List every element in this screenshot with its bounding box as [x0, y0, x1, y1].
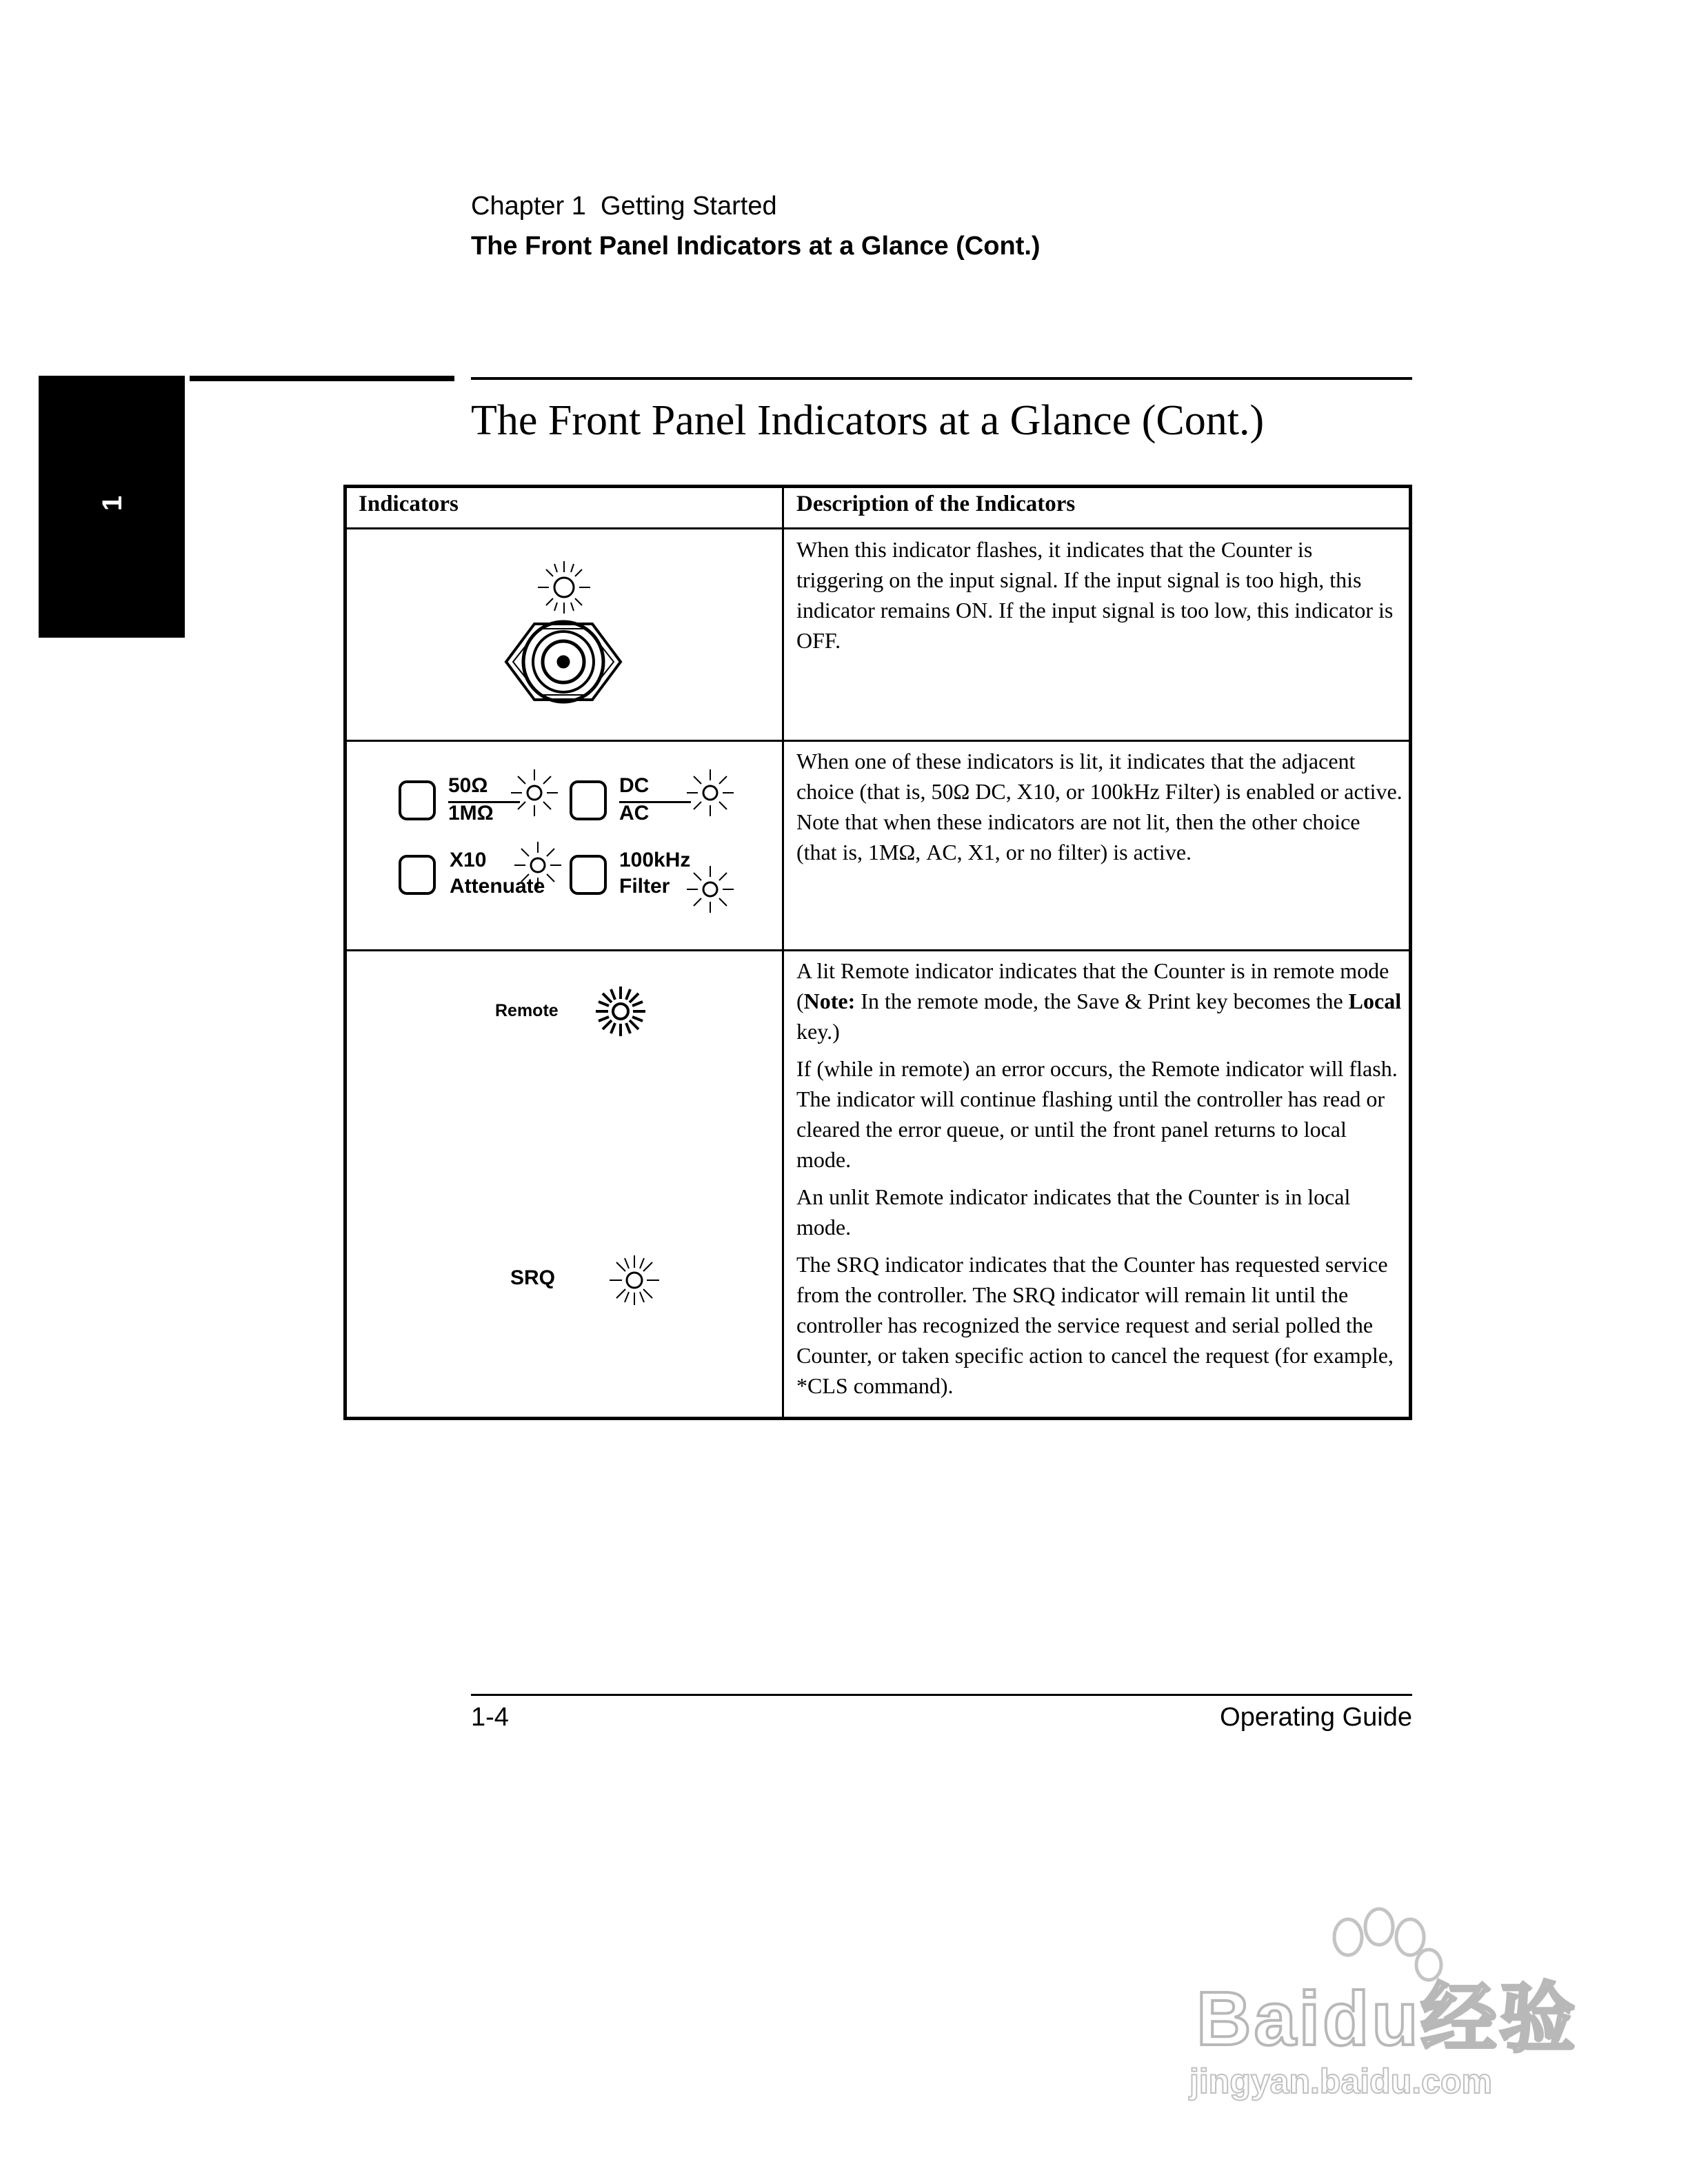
watermark-url: jingyan.baidu.com [1189, 2062, 1492, 2101]
header-description: Description of the Indicators [796, 492, 1076, 516]
attenuate-button [399, 855, 436, 895]
footer-page-number: 1-4 [471, 1703, 509, 1732]
remote-error-paragraph: If (while in remote) an error occurs, the Remote indicator will flash. The indicator will continue flashing until the controller has read or cleared the error queue, or until the front panel returns to local mode. [796, 1056, 1398, 1172]
watermark-brand: Baidu经验 [1196, 1976, 1578, 2061]
attenuate-label-bottom: Attenuate [450, 875, 545, 898]
table-header-divider [345, 527, 1411, 529]
srq-paragraph: The SRQ indicator indicates that the Counter has requested service from the controller. The SRQ indicator will remain lit until the controller has recognized the service request and serial polled the Counter, or taken specific action to cancel the request (for example, *CLS command). [796, 1252, 1394, 1398]
running-head-chapter: Chapter 1 Getting Started [471, 192, 777, 221]
trigger-led-icon [538, 561, 590, 614]
header-indicators: Indicators [359, 492, 459, 516]
srq-led-icon [605, 1251, 663, 1309]
bnc-connector-icon [506, 622, 621, 702]
remote-label: Remote [495, 1001, 559, 1020]
impedance-button [399, 780, 436, 820]
description-row-1: When this indicator flashes, it indicates that the Counter is triggering on the input signal. If the input signal is too high, this indicator remains ON. If the input signal is too low, this indicator is OFF. [796, 537, 1394, 653]
table-column-divider [782, 486, 784, 1418]
title-rule-left [190, 376, 454, 381]
input-connector-graphic [496, 552, 634, 724]
remote-lit-paragraph: A lit Remote indicator indicates that the Counter is in remote mode (Note: In the remote mode, the Save & Print key becomes the Local key.) [796, 958, 1402, 1044]
impedance-label-top: 50Ω [448, 774, 488, 797]
remote-led-icon [592, 982, 650, 1040]
footer-rule [471, 1694, 1412, 1696]
impedance-led-icon [507, 765, 562, 820]
srq-label: SRQ [510, 1266, 556, 1289]
attenuate-led-icon [510, 838, 565, 893]
table-row-divider [345, 949, 1411, 951]
description-row-2: When one of these indicators is lit, it indicates that the adjacent choice (that is, 50Ω DC, X10, or 100kHz Filter) is enabled or active. Note that when these indicators are not lit, then the other choice (that is, 1MΩ, AC, X1, or no filter) is active. [796, 749, 1403, 865]
chapter-tab-number: 1 [97, 495, 128, 512]
filter-label-top: 100kHz [619, 849, 691, 871]
attenuate-label-top: X10 [450, 849, 487, 871]
coupling-label-bottom: AC [619, 802, 650, 825]
filter-label-bottom: Filter [619, 875, 670, 898]
coupling-label-top: DC [619, 774, 650, 797]
title-rule-right [471, 377, 1412, 380]
description-row-3 [796, 956, 1403, 1408]
remote-unlit-paragraph: An unlit Remote indicator indicates that the Counter is in local mode. [796, 1184, 1351, 1240]
coupling-button [570, 780, 607, 820]
page-title: The Front Panel Indicators at a Glance (Cont.) [471, 397, 1265, 444]
table-row-divider [345, 740, 1411, 742]
filter-button [570, 855, 607, 895]
filter-led-icon [683, 862, 738, 917]
footer-title: Operating Guide [1220, 1703, 1412, 1732]
impedance-label-bottom: 1MΩ [448, 802, 494, 825]
running-head-section: The Front Panel Indicators at a Glance (Cont.) [471, 232, 1041, 261]
coupling-led-icon [683, 765, 738, 820]
